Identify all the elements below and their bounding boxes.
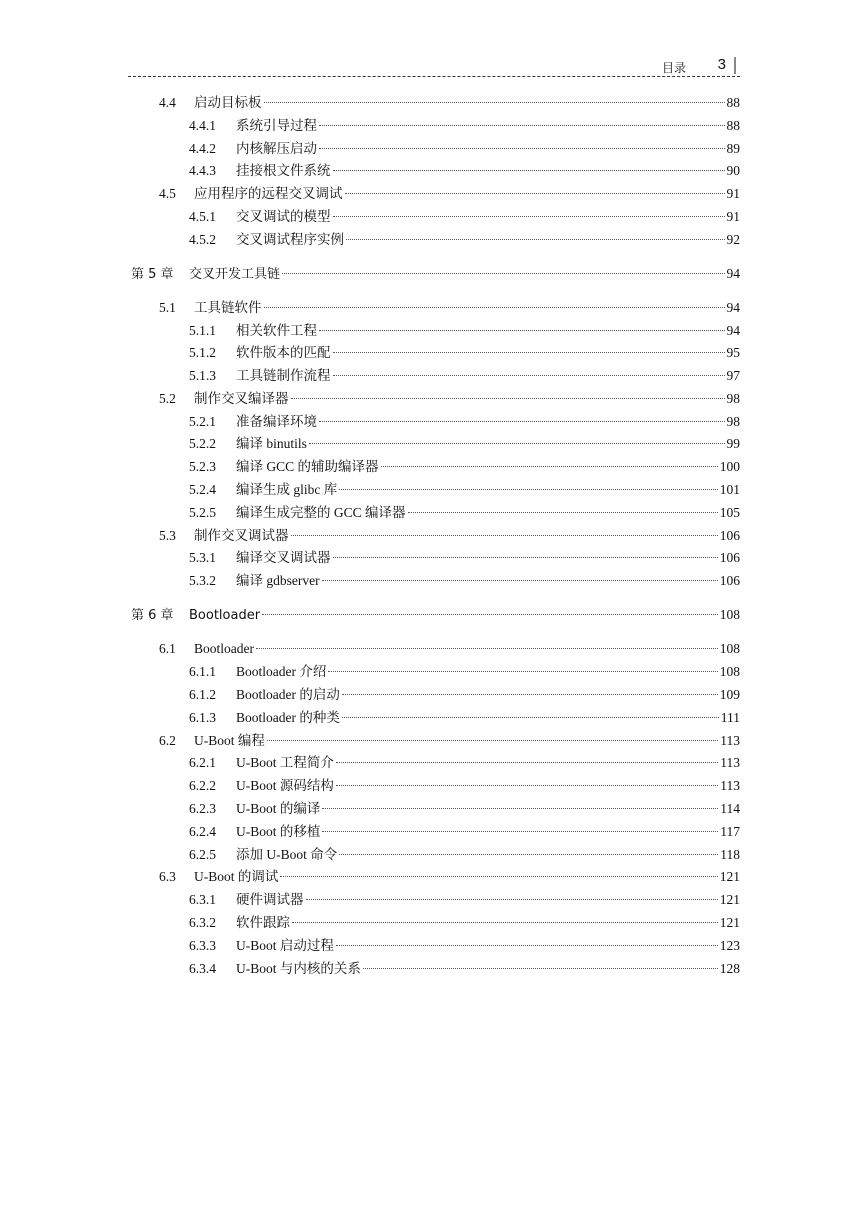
toc-entry-title: 软件跟踪 (236, 915, 290, 930)
toc-entry-row[interactable] (189, 684, 740, 706)
toc-dot-leader (262, 614, 718, 615)
toc-entry-row[interactable] (189, 775, 740, 797)
toc-entry-page: 111 (720, 710, 740, 725)
toc-dot-leader (333, 557, 718, 558)
toc-entry-row[interactable] (189, 547, 740, 569)
toc-entry-page: 109 (719, 687, 740, 702)
toc-entry-number: 5.1.1 (189, 323, 216, 338)
toc-dot-leader (267, 740, 718, 741)
toc-entry-title: Bootloader 介绍 (236, 664, 327, 679)
toc-entry-number: 6.2.2 (189, 778, 216, 793)
toc-entry-row[interactable] (189, 456, 740, 478)
toc-entry-number: 5.2.2 (189, 436, 216, 451)
toc-entry-page: 106 (719, 550, 740, 565)
toc-entry-title: U-Boot 源码结构 (236, 778, 334, 793)
toc-entry-number: 5.2.5 (189, 505, 216, 520)
toc-entry-number: 4.5.2 (189, 232, 216, 247)
toc-chapter-row[interactable] (131, 263, 740, 285)
toc-dot-leader (282, 273, 724, 274)
toc-entry-number: 4.4.2 (189, 141, 216, 156)
toc-entry-page: 95 (726, 345, 740, 360)
toc-entry-title: 制作交叉调试器 (194, 528, 289, 543)
toc-entry-title: 工具链软件 (194, 300, 262, 315)
toc-entry-page: 113 (720, 755, 740, 770)
toc-entry-page: 91 (726, 209, 740, 224)
toc-entry-number: 4.5.1 (189, 209, 216, 224)
toc-entry-number: 6.1.2 (189, 687, 216, 702)
toc-entry-title: 准备编译环境 (236, 414, 317, 429)
toc-entry-page: 114 (720, 801, 740, 816)
toc-entry-page: 100 (719, 459, 740, 474)
toc-entry-row[interactable] (159, 388, 740, 410)
toc-dot-leader (319, 125, 725, 126)
toc-entry-title: Bootloader 的启动 (236, 687, 340, 702)
toc-entry-title: Bootloader (194, 641, 254, 656)
toc-entry-title: U-Boot 启动过程 (236, 938, 334, 953)
toc-entry-number: 6.2 (159, 733, 176, 748)
toc-entry-number: 5.1.3 (189, 368, 216, 383)
toc-entry-title: 挂接根文件系统 (236, 163, 331, 178)
toc-entry-number: 6.2.5 (189, 847, 216, 862)
toc-entry-row[interactable] (189, 411, 740, 433)
toc-entry-page: 91 (726, 186, 740, 201)
toc-entry-number: 4.5 (159, 186, 176, 201)
toc-entry-page: 101 (719, 482, 740, 497)
toc-entry-title: U-Boot 与内核的关系 (236, 961, 361, 976)
toc-dot-leader (309, 443, 725, 444)
toc-entry-row[interactable] (189, 889, 740, 911)
toc-dot-leader (322, 580, 718, 581)
toc-entry-row[interactable] (189, 479, 740, 501)
toc-entry-page: 98 (726, 414, 740, 429)
toc-entry-row[interactable] (159, 730, 740, 752)
toc-entry-row[interactable] (189, 661, 740, 683)
toc-entry-page: 118 (720, 847, 740, 862)
toc-entry-title: U-Boot 编程 (194, 733, 265, 748)
toc-dot-leader (346, 239, 725, 240)
toc-entry-title: 硬件调试器 (236, 892, 304, 907)
toc-dot-leader (291, 398, 725, 399)
toc-entry-number: 6.3 (159, 869, 176, 884)
toc-entry-number: 6.3.1 (189, 892, 216, 907)
toc-dot-leader (336, 762, 718, 763)
toc-chapter-row[interactable] (131, 604, 740, 626)
toc-entry-row[interactable] (189, 707, 740, 729)
toc-entry-title: 启动目标板 (194, 95, 262, 110)
toc-dot-leader (408, 512, 718, 513)
toc-entry-page: 121 (719, 915, 740, 930)
toc-entry-title: U-Boot 的调试 (194, 869, 279, 884)
toc-entry-title: Bootloader 的种类 (236, 710, 340, 725)
toc-entry-row[interactable] (189, 138, 740, 160)
toc-entry-page: 89 (726, 141, 740, 156)
toc-entry-number: 6.1.1 (189, 664, 216, 679)
toc-entry-row[interactable] (189, 798, 740, 820)
toc-entry-title: 系统引导过程 (236, 118, 317, 133)
toc-entry-number: 5.1.2 (189, 345, 216, 360)
toc-entry-page: 108 (719, 641, 740, 656)
toc-dot-leader (280, 876, 717, 877)
toc-entry-number: 5.2 (159, 391, 176, 406)
toc-dot-leader (339, 854, 718, 855)
toc-dot-leader (342, 717, 719, 718)
toc-entry-number: 4.4.3 (189, 163, 216, 178)
toc-entry-number: 6.1.3 (189, 710, 216, 725)
toc-dot-leader (363, 968, 718, 969)
toc-entry-title: 制作交叉编译器 (194, 391, 289, 406)
toc-entry-title: 添加 U-Boot 命令 (236, 847, 338, 862)
toc-entry-page: 113 (720, 778, 740, 793)
toc-entry-page: 88 (726, 118, 740, 133)
toc-entry-page: 108 (719, 607, 740, 622)
toc-entry-title: 相关软件工程 (236, 323, 317, 338)
toc-dot-leader (319, 330, 725, 331)
toc-entry-row[interactable] (159, 183, 740, 205)
toc-dot-leader (336, 785, 718, 786)
toc-entry-title: 内核解压启动 (236, 141, 317, 156)
toc-entry-number: 6.2.1 (189, 755, 216, 770)
toc-entry-page: 99 (726, 436, 740, 451)
toc-dot-leader (264, 102, 725, 103)
toc-entry-number: 第 6 章 (131, 608, 174, 623)
toc-entry-page: 123 (719, 938, 740, 953)
toc-dot-leader (333, 375, 725, 376)
toc-entry-row[interactable] (159, 638, 740, 660)
toc-entry-row[interactable] (159, 525, 740, 547)
toc-entry-page: 94 (726, 323, 740, 338)
toc-entry-row[interactable] (189, 502, 740, 524)
toc-entry-row[interactable] (189, 115, 740, 137)
toc-entry-row[interactable] (159, 866, 740, 888)
toc-entry-row[interactable] (189, 935, 740, 957)
toc-entry-row[interactable] (189, 342, 740, 364)
toc-dot-leader (333, 352, 725, 353)
toc-entry-title: 编译生成完整的 GCC 编译器 (236, 505, 406, 520)
toc-dot-leader (292, 922, 718, 923)
toc-entry-title: 编译 binutils (236, 436, 307, 451)
toc-entry-row[interactable] (189, 912, 740, 934)
toc-entry-row[interactable] (189, 433, 740, 455)
toc-dot-leader (328, 671, 717, 672)
toc-dot-leader (333, 216, 725, 217)
toc-entry-page: 92 (726, 232, 740, 247)
toc-entry-page: 105 (719, 505, 740, 520)
toc-entry-row[interactable] (189, 206, 740, 228)
toc-entry-row[interactable] (189, 320, 740, 342)
toc-entry-title: 交叉开发工具链 (189, 267, 281, 282)
toc-entry-title: Bootloader (189, 608, 261, 623)
toc-entry-row[interactable] (159, 92, 740, 114)
toc-entry-row[interactable] (189, 160, 740, 182)
toc-entry-page: 94 (726, 266, 740, 281)
toc-entry-row[interactable] (189, 752, 740, 774)
toc-entry-page: 121 (719, 892, 740, 907)
toc-entry-title: 工具链制作流程 (236, 368, 331, 383)
toc-entry-page: 98 (726, 391, 740, 406)
toc-entry-number: 5.2.1 (189, 414, 216, 429)
toc-entry-row[interactable] (159, 297, 740, 319)
toc-entry-page: 97 (726, 368, 740, 383)
toc-entry-title: 软件版本的匹配 (236, 345, 331, 360)
toc-entry-page: 108 (719, 664, 740, 679)
toc-entry-number: 4.4 (159, 95, 176, 110)
toc-dot-leader (339, 489, 718, 490)
toc-dot-leader (322, 831, 718, 832)
toc-entry-title: 编译 gdbserver (236, 573, 320, 588)
toc-entry-page: 106 (719, 573, 740, 588)
toc-dot-leader (306, 899, 718, 900)
header-title: 目录 (661, 61, 686, 75)
toc-entry-row[interactable] (189, 844, 740, 866)
toc-entry-row[interactable] (189, 570, 740, 592)
toc-entry-title: 交叉调试程序实例 (236, 232, 344, 247)
toc-entry-number: 4.4.1 (189, 118, 216, 133)
toc-entry-page: 117 (720, 824, 740, 839)
toc-entry-page: 88 (726, 95, 740, 110)
toc-entry-number: 6.3.2 (189, 915, 216, 930)
toc-dot-leader (381, 466, 718, 467)
header-page-number: 3 (717, 56, 726, 73)
toc-entry-number: 第 5 章 (131, 267, 174, 282)
toc-dot-leader (264, 307, 725, 308)
toc-entry-title: U-Boot 的编译 (236, 801, 321, 816)
toc-entry-number: 5.3.1 (189, 550, 216, 565)
toc-entry-number: 5.2.3 (189, 459, 216, 474)
toc-entry-title: 编译生成 glibc 库 (236, 482, 338, 497)
toc-entry-number: 6.3.4 (189, 961, 216, 976)
toc-entry-title: 编译交叉调试器 (236, 550, 331, 565)
toc-entry-title: U-Boot 工程简介 (236, 755, 334, 770)
toc-dot-leader (291, 535, 718, 536)
toc-entry-row[interactable] (189, 821, 740, 843)
toc-entry-row[interactable] (189, 229, 740, 251)
toc-entry-title: 应用程序的远程交叉调试 (194, 186, 343, 201)
toc-entry-number: 6.3.3 (189, 938, 216, 953)
toc-entry-number: 5.3.2 (189, 573, 216, 588)
toc-entry-number: 6.1 (159, 641, 176, 656)
toc-entry-title: U-Boot 的移植 (236, 824, 321, 839)
toc-entry-number: 5.1 (159, 300, 176, 315)
toc-entry-page: 121 (719, 869, 740, 884)
toc-entry-page: 90 (726, 163, 740, 178)
toc-dot-leader (333, 170, 725, 171)
toc-entry-number: 6.2.3 (189, 801, 216, 816)
toc-entry-title: 交叉调试的模型 (236, 209, 331, 224)
toc-entry-number: 5.2.4 (189, 482, 216, 497)
toc-entry-page: 128 (719, 961, 740, 976)
toc-entry-number: 6.2.4 (189, 824, 216, 839)
toc-dot-leader (322, 808, 718, 809)
toc-dot-leader (319, 148, 725, 149)
toc-entry-title: 编译 GCC 的辅助编译器 (236, 459, 379, 474)
toc-entry-page: 113 (720, 733, 740, 748)
toc-entry-row[interactable] (189, 958, 740, 980)
toc-dot-leader (336, 945, 718, 946)
toc-dot-leader (319, 421, 725, 422)
toc-dot-leader (345, 193, 725, 194)
toc-entry-number: 5.3 (159, 528, 176, 543)
toc-dot-leader (256, 648, 718, 649)
toc-dot-leader (342, 694, 718, 695)
toc-entry-row[interactable] (189, 365, 740, 387)
toc-entry-page: 106 (719, 528, 740, 543)
toc-entry-page: 94 (726, 300, 740, 315)
